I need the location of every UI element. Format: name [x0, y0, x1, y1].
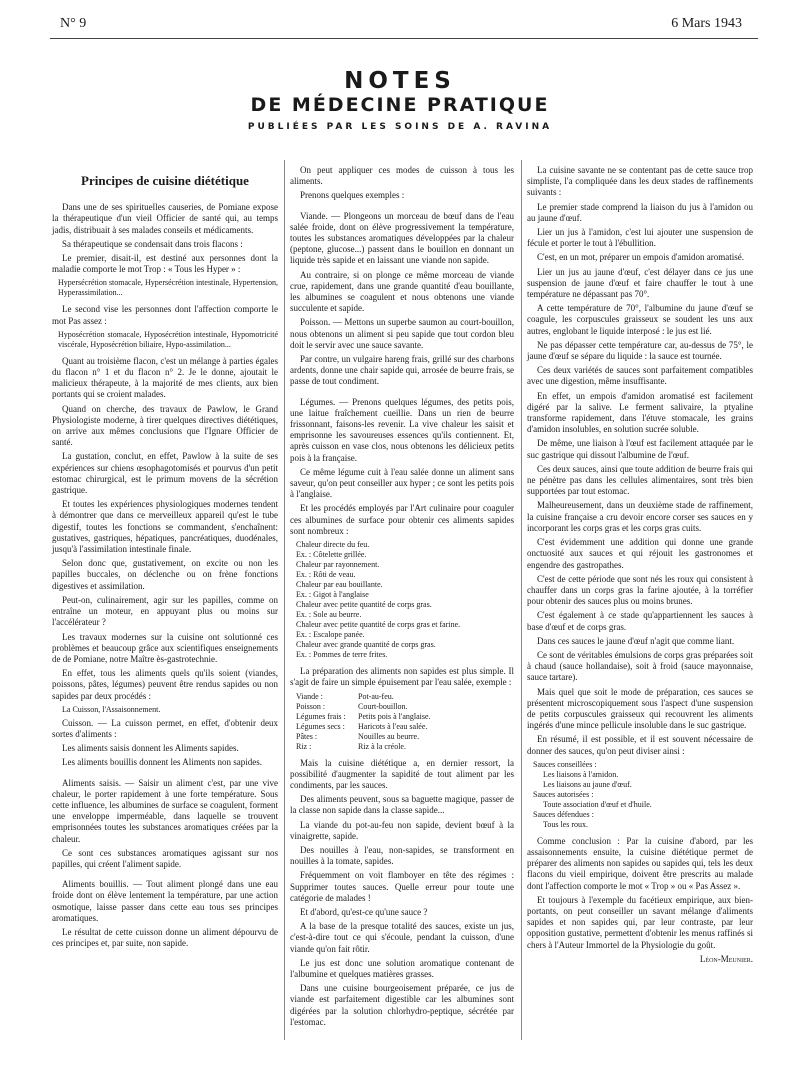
section-paragraph: Aliments saisis. — Saisir un aliment c'est, par une vive chaleur, le porter rapidement à une forte température. Sous cette influence, les albumines de surface se coagulent, forment une enveloppe imperméable, dans laquelle se trouvent emprisonnées toutes les substances aromatiques créées par la chaleur. — [52, 777, 278, 844]
paragraph: Dans ces sauces le jaune d'œuf n'agit que comme liant. — [537, 635, 735, 646]
column-2 — [290, 165, 514, 1031]
paragraph: Prenons quelques exemples : — [300, 190, 405, 201]
sauces-list — [533, 760, 753, 830]
list-item: Chaleur par rayonnement. — [296, 560, 380, 570]
list-item: Ex. : Côtelette grillée. — [296, 550, 367, 560]
issue-number: N° 9 — [60, 16, 87, 31]
paragraph: Malheureusement, dans un deuxième stade de raffinement, la cuisine française a cru devoir encore corser ses sauces en y incorporant les corps gras et les corps gras cuits. — [527, 500, 753, 533]
paragraph: Et d'abord, qu'est-ce qu'une sauce ? — [300, 906, 428, 917]
list-item: Chaleur directe du feu. — [296, 540, 370, 550]
paragraph: En résumé, il est possible, et il est souvent nécessaire de donner des sauces, qu'on peut diviser ainsi : — [527, 734, 753, 756]
article-title: Principes de cuisine diététique — [81, 173, 249, 188]
paragraph: On peut appliquer ces modes de cuisson à tous les aliments. — [290, 165, 514, 187]
list-item: Toute association d'œuf et d'huile. — [543, 799, 652, 809]
paragraph: Ce sont de véritables émulsions de corps gras préparées soit à chaud (sauce hollandaise), soit à froid (sauce mayonnaise, sauce tartare). — [527, 649, 753, 683]
paragraph: Mais quel que soit le mode de préparation, ces sauces se présentent microscopiquement sous l'aspect d'une suspension de petits corpuscules graisseux qui recouvrent les aliments ingérés d'une mince pellicule insoluble dans le suc gastrique. — [527, 686, 753, 731]
section-paragraph: Aliments bouillis. — Tout aliment plongé dans une eau froide dont on élève lentement la température, par une action osmotique, laisse passer dans cette eau tous ses principes aromatiques. — [52, 879, 278, 923]
paragraph: Les aliments saisis donnent les Aliments sapides. — [62, 743, 239, 754]
table-row: Poisson : Court-bouillon. — [296, 701, 408, 711]
table-row: Viande : Pot-au-feu. — [296, 691, 394, 701]
paragraph: C'est de cette période que sont nés les roux qui consistent à chauffer dans un corps gras la farine ajoutée, à la torréfier pour obtenir des sauces plus ou moins brunes. — [527, 573, 753, 607]
paragraph: La gustation, conclut, en effet, Pawlow à la suite de ses expériences sur chiens œsophagotomisés et pourvus d'un petit estomac chirurgical, est le primum movens de la sécrétion gastrique. — [52, 451, 278, 496]
column-3 — [527, 165, 753, 965]
list-item: Chaleur avec grande quantité de corps gras. — [296, 640, 436, 650]
paragraph: A la base de la presque totalité des sauces, existe un jus, c'est-à-dire tout ce qui s'écoule, pendant la cuisson, d'une viande qu'on fait rôtir. — [290, 921, 514, 954]
header-rule — [50, 38, 758, 39]
paragraph: Les travaux modernes sur la cuisine ont solutionné ces problèmes et beaucoup grâce aux scientifiques enseignements de de Pomiane, notre Maître ès-gastrotechnie. — [52, 631, 278, 664]
paragraph: Et toutes les expériences physiologiques modernes tendent à démontrer que dans ce merveilleux appareil qu'est le tube digestif, toutes les fonctions se commandent, s'enchaînent: gustatives, gastriques, hépatiques, pancréatiques, duodénales, jusqu'à l'assimilation intestinale finale. — [52, 499, 278, 555]
list-item: Sauces conseillées : — [533, 759, 597, 769]
paragraph: Lier un jus à l'amidon, c'est lui ajouter une suspension de fécule et porter le tout à l'ébullition. — [527, 227, 753, 249]
list-item: Les liaisons à l'amidon. — [543, 769, 619, 779]
paragraph: Des nouilles à l'eau, non-sapides, se transforment en nouilles à la tomate, sapides. — [290, 844, 514, 867]
paragraph: Quant au troisième flacon, c'est un mélange à parties égales du flacon n° 1 et du flacon n° 2. Je le donne, ajoutait le malicieux thérapeute, à la majorité de mes clients, aux bien portants qui se croient malades. — [52, 355, 278, 400]
paragraph: Comme conclusion : Par la cuisine d'abord, par les assaisonnements ensuite, la cuisine diététique permet de préparer des aliments non sapides ou sapides qui, tels les deux flacons du vieil empirique, doivent être prescrits au malade dont l'affection comporte le mot « Trop » ou « Pas Assez ». — [527, 835, 753, 891]
section-paragraph: Poisson. — Mettons un superbe saumon au court-bouillon, nous obtenons un aliment si peu sapide que tout cordon bleu doit le servir avec une sauce savante. — [290, 317, 514, 350]
paragraph: Lier un jus au jaune d'œuf, c'est délayer dans ce jus une suspension de jaune d'œuf et faire chauffer le tout à une température ne dépassant pas 70°. — [527, 266, 753, 300]
paragraph: A cette température de 70°, l'albumine du jaune d'œuf se coagule, les corpuscules graisseux se soudent les uns aux autres, englobant le liquide interposé : le jus est lié. — [527, 303, 753, 336]
table-row: Pâtes : Nouilles au beurre. — [296, 731, 420, 741]
list-item: Ex. : Pommes de terre frites. — [296, 650, 388, 660]
paragraph: En effet, tous les aliments quels qu'ils soient (viandes, poissons, pâtes, légumes) peuvent être rendus sapides ou non sapides par deux procédés : — [52, 668, 278, 701]
paragraph: La cuisine savante ne se contentant pas de cette sauce trop simpliste, l'a compliquée dans les deux stades de raffinements suivants : — [527, 165, 753, 198]
list-item: Ex. : Rôti de veau. — [296, 570, 356, 580]
paragraph: Le jus est donc une solution aromatique contenant de l'albumine et quelques matières grasses. — [290, 957, 514, 979]
list-item: Ex. : Gigot à l'anglaise — [296, 590, 369, 600]
table-row: Légumes secs : Haricots à l'eau salée. — [296, 721, 428, 731]
list-item: Sauces défendues : — [533, 809, 594, 819]
indented-note: Hyposécrétion stomacale, Hyposécrétion intestinale, Hypomotricité viscérale, Hyposécrétion biliaire, Hypo-assimilation... — [58, 329, 278, 349]
paragraph: C'est évidemment une addition qui donne une grande onctuosité aux sauces et qui réjouit les gastronomes et engendre des gastropathes. — [527, 537, 753, 570]
paragraph: Des aliments peuvent, sous sa baguette magique, passer de la classe non sapide dans la classe sapide... — [290, 794, 514, 816]
paragraph: De même, une liaison à l'œuf est facilement attaquée par le suc gastrique qui dissout l'albumine de l'œuf. — [527, 438, 753, 460]
paragraph: Et les procédés employés par l'Art culinaire pour coaguler ces albumines de surface pour obtenir ces aliments sapides sont nombreux : — [290, 503, 514, 536]
paragraph: Ces deux sauces, ainsi que toute addition de beurre frais qui ne pénètre pas dans les cellules alimentaires, sont très bien supportées par tout estomac. — [527, 463, 753, 497]
masthead-subtitle: DE MÉDECINE PRATIQUE — [250, 94, 550, 116]
paragraph: Dans une de ses spirituelles causeries, de Pomiane expose la thérapeutique d'un vieil Officier de santé qui, au temps jadis, distribuait à ses malades conseils et médicaments. — [52, 202, 278, 235]
masthead-title: NOTES — [344, 68, 456, 94]
table-row: Légumes frais : Petits pois à l'anglaise. — [296, 711, 431, 721]
cooking-methods-list — [296, 540, 514, 660]
paragraph: Mais la cuisine diététique a, en dernier ressort, la possibilité d'augmenter la sapidité de tout aliment par les condiments, par les sauces. — [290, 757, 514, 790]
list-item: Ex. : Escalope panée. — [296, 630, 365, 640]
paragraph: Ce sont ces substances aromatiques agissant sur nos papilles, qui créent l'aliment sapide. — [52, 847, 278, 869]
paragraph: C'est, en un mot, préparer un empois d'amidon aromatisé. — [537, 252, 744, 263]
column-divider — [284, 160, 285, 1040]
author-signature: Léon-Meunier. — [699, 953, 753, 964]
list-item: Tous les roux. — [543, 819, 588, 829]
paragraph: La préparation des aliments non sapides est plus simple. Il s'agit de faire un simple épuisement par l'eau salée, exemple : — [290, 666, 514, 688]
column-1 — [52, 165, 278, 952]
paragraph: Ne pas dépasser cette température car, au-dessus de 75°, le jaune d'œuf se sépare du liquide : la sauce est tournée. — [527, 339, 753, 362]
paragraph: Le premier stade comprend la liaison du jus à l'amidon ou au jaune d'œuf. — [527, 201, 753, 223]
list-item: Sauces autorisées : — [533, 789, 594, 799]
paragraph: Selon donc que, gustativement, on excite ou non les papilles buccales, on déclenche ou on frène fonctions digestives et assimilation. — [52, 558, 278, 591]
paragraph: Au contraire, si on plonge ce même morceau de viande crue, rapidement, dans une grande quantité d'eau bouillante, les albumines se coagulent et nous obtenons une viande succulente et sapide. — [290, 269, 514, 314]
paragraph: Ces deux variétés de sauces sont parfaitement compatibles avec une digestion, même insuffisante. — [527, 365, 753, 387]
paragraph: La Cuisson, l'Assaisonnement. — [62, 704, 161, 714]
paragraph: Quand on cherche, des travaux de Pawlow, le Grand Physiologiste moderne, à tirer quelques directives diététiques, on arrive aux mêmes conclusions que l'Ignare Officier de santé. — [52, 403, 278, 448]
section-paragraph: Viande. — Plongeons un morceau de bœuf dans de l'eau salée froide, dont on élève progressivement la température, toutes les substances aromatiques développées par la chaleur (peptone, glucose...) passent dans le bouillon en donnant un liquide très sapide et en laissant une viande non sapide. — [290, 210, 514, 266]
paragraph: Par contre, un vulgaire hareng frais, grillé sur des charbons ardents, donne une chair sapide qui, arrosée de beurre frais, se passe de tout condiment. — [290, 354, 514, 387]
paragraph: Le résultat de cette cuisson donne un aliment dépourvu de ces principes et, par suite, non sapide. — [52, 926, 278, 949]
paragraph: Et toujours à l'exemple du facétieux empirique, aux bien-portants, on peut conseiller un savant mélange d'aliments sapides et non sapides qui, par leur contraste, par leur opposition gustative, permettent d'obtenir les menus raffinés si chers à l'Auteur Immortel de la Physiologie du goût. — [527, 894, 753, 950]
paragraph: Ce même légume cuit à l'eau salée donne un aliment sans saveur, qu'on peut conseiller aux hyper ; ce sont les petits pois à l'anglaise. — [290, 466, 514, 500]
paragraph: En effet, un empois d'amidon aromatisé est facilement digéré par la salive. Le ferment salivaire, la ptyaline transforme rapidement, dans l'étuve stomacale, les grains d'amidon insolubles, en solution sucrée soluble. — [527, 390, 753, 435]
section-paragraph: Légumes. — Prenons quelques légumes, des petits pois, une laitue fraîchement cueillie. Dans un rien de beurre frissonnant, faisons-les revenir. La vive chaleur les saisit et emprisonne les savoureuses essences qu'ils contiennent. Et, après cuisson en vase clos, nous obtenons les délicieux petits pois à la française. — [290, 396, 514, 463]
paragraph: Dans une cuisine bourgeoisement préparée, ce jus de viande est parfaitement digestible car les albumines sont digérées par la solution chlorhydro-peptique, sécrétée par l'estomac. — [290, 983, 514, 1027]
section-paragraph: Cuisson. — La cuisson permet, en effet, d'obtenir deux sortes d'aliments : — [52, 717, 278, 739]
list-item: Les liaisons au jaune d'œuf. — [543, 779, 632, 789]
paragraph: La viande du pot-au-feu non sapide, devient bœuf à la vinaigrette, sapide. — [290, 819, 514, 841]
paragraph: Sa thérapeutique se condensait dans trois flacons : — [62, 238, 243, 249]
column-divider — [521, 160, 522, 1040]
paragraph: Le second vise les personnes dont l'affection comporte le mot Pas assez : — [52, 304, 278, 326]
paragraph: Le premier, disait-il, est destiné aux personnes dont la maladie comporte le mot Trop : « Tous les Hyper » : — [52, 253, 278, 275]
list-item: Chaleur avec petite quantité de corps gras. — [296, 600, 432, 610]
list-item: Chaleur par eau bouillante. — [296, 580, 383, 590]
paragraph: Peut-on, culinairement, agir sur les papilles, comme on entraîne un moteur, en appuyant plus ou moins sur l'accélérateur ? — [52, 594, 278, 628]
list-item: Chaleur avec petite quantité de corps gras et farine. — [296, 620, 461, 630]
masthead-credit: PUBLIÉES PAR LES SOINS DE A. RAVINA — [247, 122, 553, 132]
paragraph: C'est également à ce stade qu'appartiennent les sauces à base d'œuf et de corps gras. — [527, 610, 753, 632]
paragraph: Les aliments bouillis donnent les Aliments non sapides. — [62, 757, 262, 768]
issue-date: 6 Mars 1943 — [671, 16, 742, 31]
list-item: Ex. : Sole au beurre. — [296, 610, 362, 620]
non-sapid-table — [296, 692, 514, 752]
paragraph: Fréquemment on voit flamboyer en tête des régimes : Supprimer toutes sauces. Quelle erreur pour toute une catégorie de malades ! — [290, 870, 514, 903]
table-row: Riz : Riz à la créole. — [296, 741, 406, 751]
indented-note: Hypersécrétion stomacale, Hypersécrétion intestinale, Hypertension, Hyperassimilation... — [58, 278, 278, 298]
